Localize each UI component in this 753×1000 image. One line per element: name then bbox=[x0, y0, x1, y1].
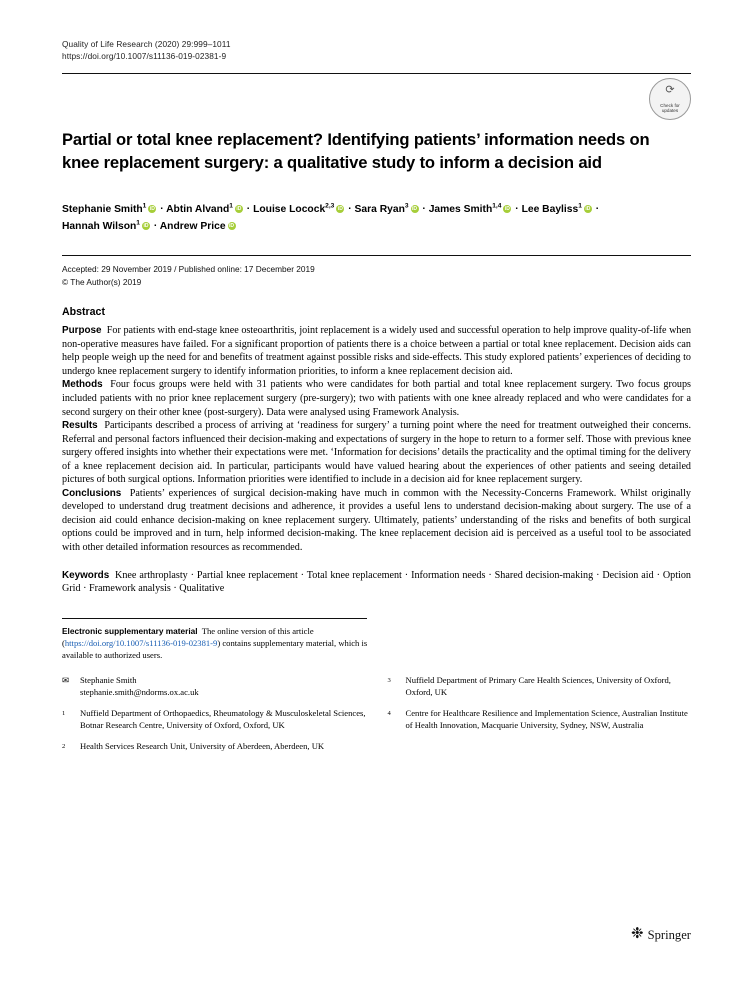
author-affil-marker: 1 bbox=[136, 219, 140, 227]
author-separator: · bbox=[592, 203, 600, 215]
orcid-icon[interactable] bbox=[336, 205, 344, 213]
affiliation-text: Nuffield Department of Orthopaedics, Rheumatology & Musculoskeletal Sciences, Botnar Research Centre, University of Oxford, Oxford, UK bbox=[80, 708, 366, 730]
abstract-section-text: Four focus groups were held with 31 patients who were candidates for both partial and total knee replacement surgery. Two focus groups included patients with no prior knee replacement surgery (pre-surgery); two with patients with one knee already replaced and who were candidates for a second surgery on their other knee (post-surgery). Data were analysed using Framework Analysis. bbox=[62, 379, 691, 418]
abstract-section-purpose bbox=[62, 324, 691, 378]
author-entry[interactable] bbox=[166, 204, 244, 215]
author-list bbox=[62, 201, 691, 235]
author-entry[interactable] bbox=[355, 204, 420, 215]
affiliation-marker: 1 bbox=[62, 710, 66, 718]
keywords-label: Keywords bbox=[62, 569, 110, 581]
corresponding-author-name: Stephanie Smith bbox=[80, 675, 137, 686]
keywords-text: Knee arthroplasty · Partial knee replacement · Total knee replacement · Information needs · Shared decision-making · Decision aid · Option Grid · Framework analysis · Qualitative bbox=[62, 569, 691, 595]
accepted-date: Accepted: 29 November 2019 / Published online: 17 December 2019 bbox=[62, 264, 315, 275]
affiliation-marker: 3 bbox=[387, 677, 391, 685]
author-affil-marker: 1 bbox=[142, 202, 147, 210]
author-entry[interactable] bbox=[522, 204, 593, 215]
crossmark-label-line2: updates bbox=[661, 108, 679, 114]
abstract-section-text: For patients with end-stage knee osteoarthritis, joint replacement is a widely used and successful operation to help improve quality-of-life when non-operative measures have failed. For a significant proportion of patients there is a choice between a partial or total knee replacement. Decision aids can help people weigh up the need for and benefits of treatment against possible risks and side-effects. This study explored patients’ experiences of deciding to undergo knee replacement surgery to identify information priorities, to inform a knee replacement decision aid. bbox=[62, 325, 692, 377]
crossmark-circle[interactable] bbox=[649, 78, 691, 120]
orcid-icon[interactable] bbox=[584, 205, 592, 213]
orcid-icon[interactable] bbox=[235, 205, 243, 213]
author-affil-marker: 3 bbox=[404, 202, 409, 210]
author-affil-marker: 1 bbox=[229, 202, 233, 210]
author-name: Abtin Alvand bbox=[166, 203, 230, 215]
abstract-section-label: Methods bbox=[62, 379, 103, 391]
author-name: Hannah Wilson bbox=[62, 220, 137, 232]
abstract-section-methods bbox=[62, 378, 691, 419]
affiliation-text: Centre for Healthcare Resilience and Implementation Science, Australian Institute of Health Innovation, Macquarie University, Sydney, NSW, Australia bbox=[405, 708, 688, 730]
orcid-icon[interactable] bbox=[503, 205, 511, 213]
abstract-section-text: Participants described a process of arriving at ‘readiness for surgery’ a turning point where the need for treatment outweighed their concerns. Referral and personal factors influenced their decision-making and expectations of surgery in the hope to return to a former self. Those with previous knee surgery offered insights into whether their expectations were met. ‘Information for decisions’ details the practicality and the optimal timing for the delivery of a knee replacement decision aid. In particular, participants would have valued hearing about the experiences of other patients and seeing detailed pictures of both surgical options. Information priorities were identified to include in a decision aid for knee replacement surgery. bbox=[62, 420, 692, 486]
orcid-icon[interactable] bbox=[142, 222, 150, 230]
affiliation-text: Health Services Research Unit, University of Aberdeen, Aberdeen, UK bbox=[80, 740, 325, 751]
abstract-section-label: Purpose bbox=[62, 325, 102, 337]
footnote-divider bbox=[62, 618, 367, 619]
author-entry[interactable] bbox=[429, 204, 513, 215]
affiliation-item bbox=[62, 708, 366, 732]
header-divider bbox=[62, 73, 691, 74]
affiliations-grid bbox=[62, 675, 691, 761]
crossmark-label bbox=[650, 103, 690, 114]
author-separator: · bbox=[243, 203, 254, 215]
abstract-section-results bbox=[62, 419, 691, 487]
orcid-icon[interactable] bbox=[228, 222, 236, 230]
affiliation-marker: 4 bbox=[387, 710, 391, 718]
orcid-icon[interactable] bbox=[411, 205, 419, 213]
publication-divider bbox=[62, 255, 691, 256]
affiliation-item bbox=[62, 741, 366, 753]
supplementary-label: Electronic supplementary material bbox=[62, 626, 198, 637]
abstract-section-conclusions bbox=[62, 487, 691, 555]
affiliations-right-column bbox=[388, 675, 692, 761]
author-name: Stephanie Smith bbox=[62, 203, 143, 215]
affiliation-text: Nuffield Department of Primary Care Health Sciences, University of Oxford, Oxford, UK bbox=[405, 675, 671, 698]
publisher-name: Springer bbox=[647, 928, 691, 942]
affiliation-marker: 2 bbox=[62, 742, 66, 750]
author-name: James Smith bbox=[428, 203, 493, 215]
author-affil-marker: 1,4 bbox=[492, 202, 502, 210]
refresh-check-icon: ⟳ bbox=[665, 84, 675, 96]
abstract-section-label: Results bbox=[62, 420, 98, 432]
author-entry[interactable] bbox=[160, 221, 237, 232]
affiliation-item bbox=[388, 675, 692, 699]
affiliations-left-column bbox=[62, 675, 366, 761]
supplementary-text-after: ) contains supplementary material, which is available to authorized users. bbox=[62, 638, 368, 660]
abstract-heading: Abstract bbox=[62, 306, 105, 319]
author-entry[interactable] bbox=[62, 221, 151, 232]
author-affil-marker: 1 bbox=[578, 202, 582, 210]
corresponding-author bbox=[62, 675, 366, 699]
abstract-body bbox=[62, 324, 691, 554]
author-name: Lee Bayliss bbox=[521, 203, 579, 215]
journal-citation: Quality of Life Research (2020) 29:999–1011 bbox=[62, 39, 231, 49]
author-separator: · bbox=[512, 203, 522, 215]
copyright-line: © The Author(s) 2019 bbox=[62, 276, 142, 287]
author-entry[interactable] bbox=[253, 204, 345, 215]
publisher-logo bbox=[631, 928, 691, 943]
author-name: Andrew Price bbox=[159, 220, 226, 232]
supplementary-note bbox=[62, 626, 372, 661]
journal-header bbox=[62, 38, 691, 62]
author-separator: · bbox=[345, 203, 355, 215]
corresponding-author-details bbox=[80, 675, 366, 699]
affiliation-item bbox=[388, 708, 692, 732]
crossmark-label-line1: Check for bbox=[660, 102, 680, 108]
author-name: Louise Locock bbox=[253, 203, 326, 215]
crossmark-badge[interactable] bbox=[649, 78, 691, 120]
orcid-icon[interactable] bbox=[148, 205, 156, 213]
page-title: Partial or total knee replacement? Identifying patients’ information needs on knee replacement surgery: a qualitative study to inform a decision aid bbox=[62, 130, 650, 172]
author-separator: · bbox=[157, 203, 167, 215]
keywords-block bbox=[62, 569, 691, 597]
author-affil-marker: 2,3 bbox=[325, 202, 335, 210]
publication-info bbox=[62, 263, 691, 288]
springer-mark-icon: ❉ bbox=[631, 926, 644, 942]
author-separator: · bbox=[419, 203, 429, 215]
journal-doi: https://doi.org/10.1007/s11136-019-02381-9 bbox=[62, 51, 227, 62]
author-separator: · bbox=[150, 220, 160, 232]
envelope-icon: ✉ bbox=[62, 676, 70, 686]
supplementary-text-before: The online version of this article ( bbox=[62, 626, 314, 649]
abstract-section-label: Conclusions bbox=[62, 487, 122, 499]
corresponding-author-email[interactable]: stephanie.smith@ndorms.ox.ac.uk bbox=[80, 687, 199, 698]
abstract-section-text: Patients’ experiences of surgical decision-making have much in common with the Necessity-Concerns Framework. Whilst originally developed to understand drug treatment decisions and adherence, it provides a useful lens to understand decision-making about surgery. The use of a decision aid could enhance decision-making on knee replacement surgery. Ultimately, patients’ understanding of the risks and benefits of both surgical options could be improved and in turn, help informed decision-making. The knee replacement decision aid is perceived as a useful tool to be associated with other detailed information resources as recommended. bbox=[62, 487, 691, 553]
supplementary-doi-link[interactable]: https://doi.org/10.1007/s11136-019-02381-9 bbox=[64, 638, 218, 649]
author-entry[interactable] bbox=[62, 204, 157, 215]
author-name: Sara Ryan bbox=[354, 203, 405, 215]
